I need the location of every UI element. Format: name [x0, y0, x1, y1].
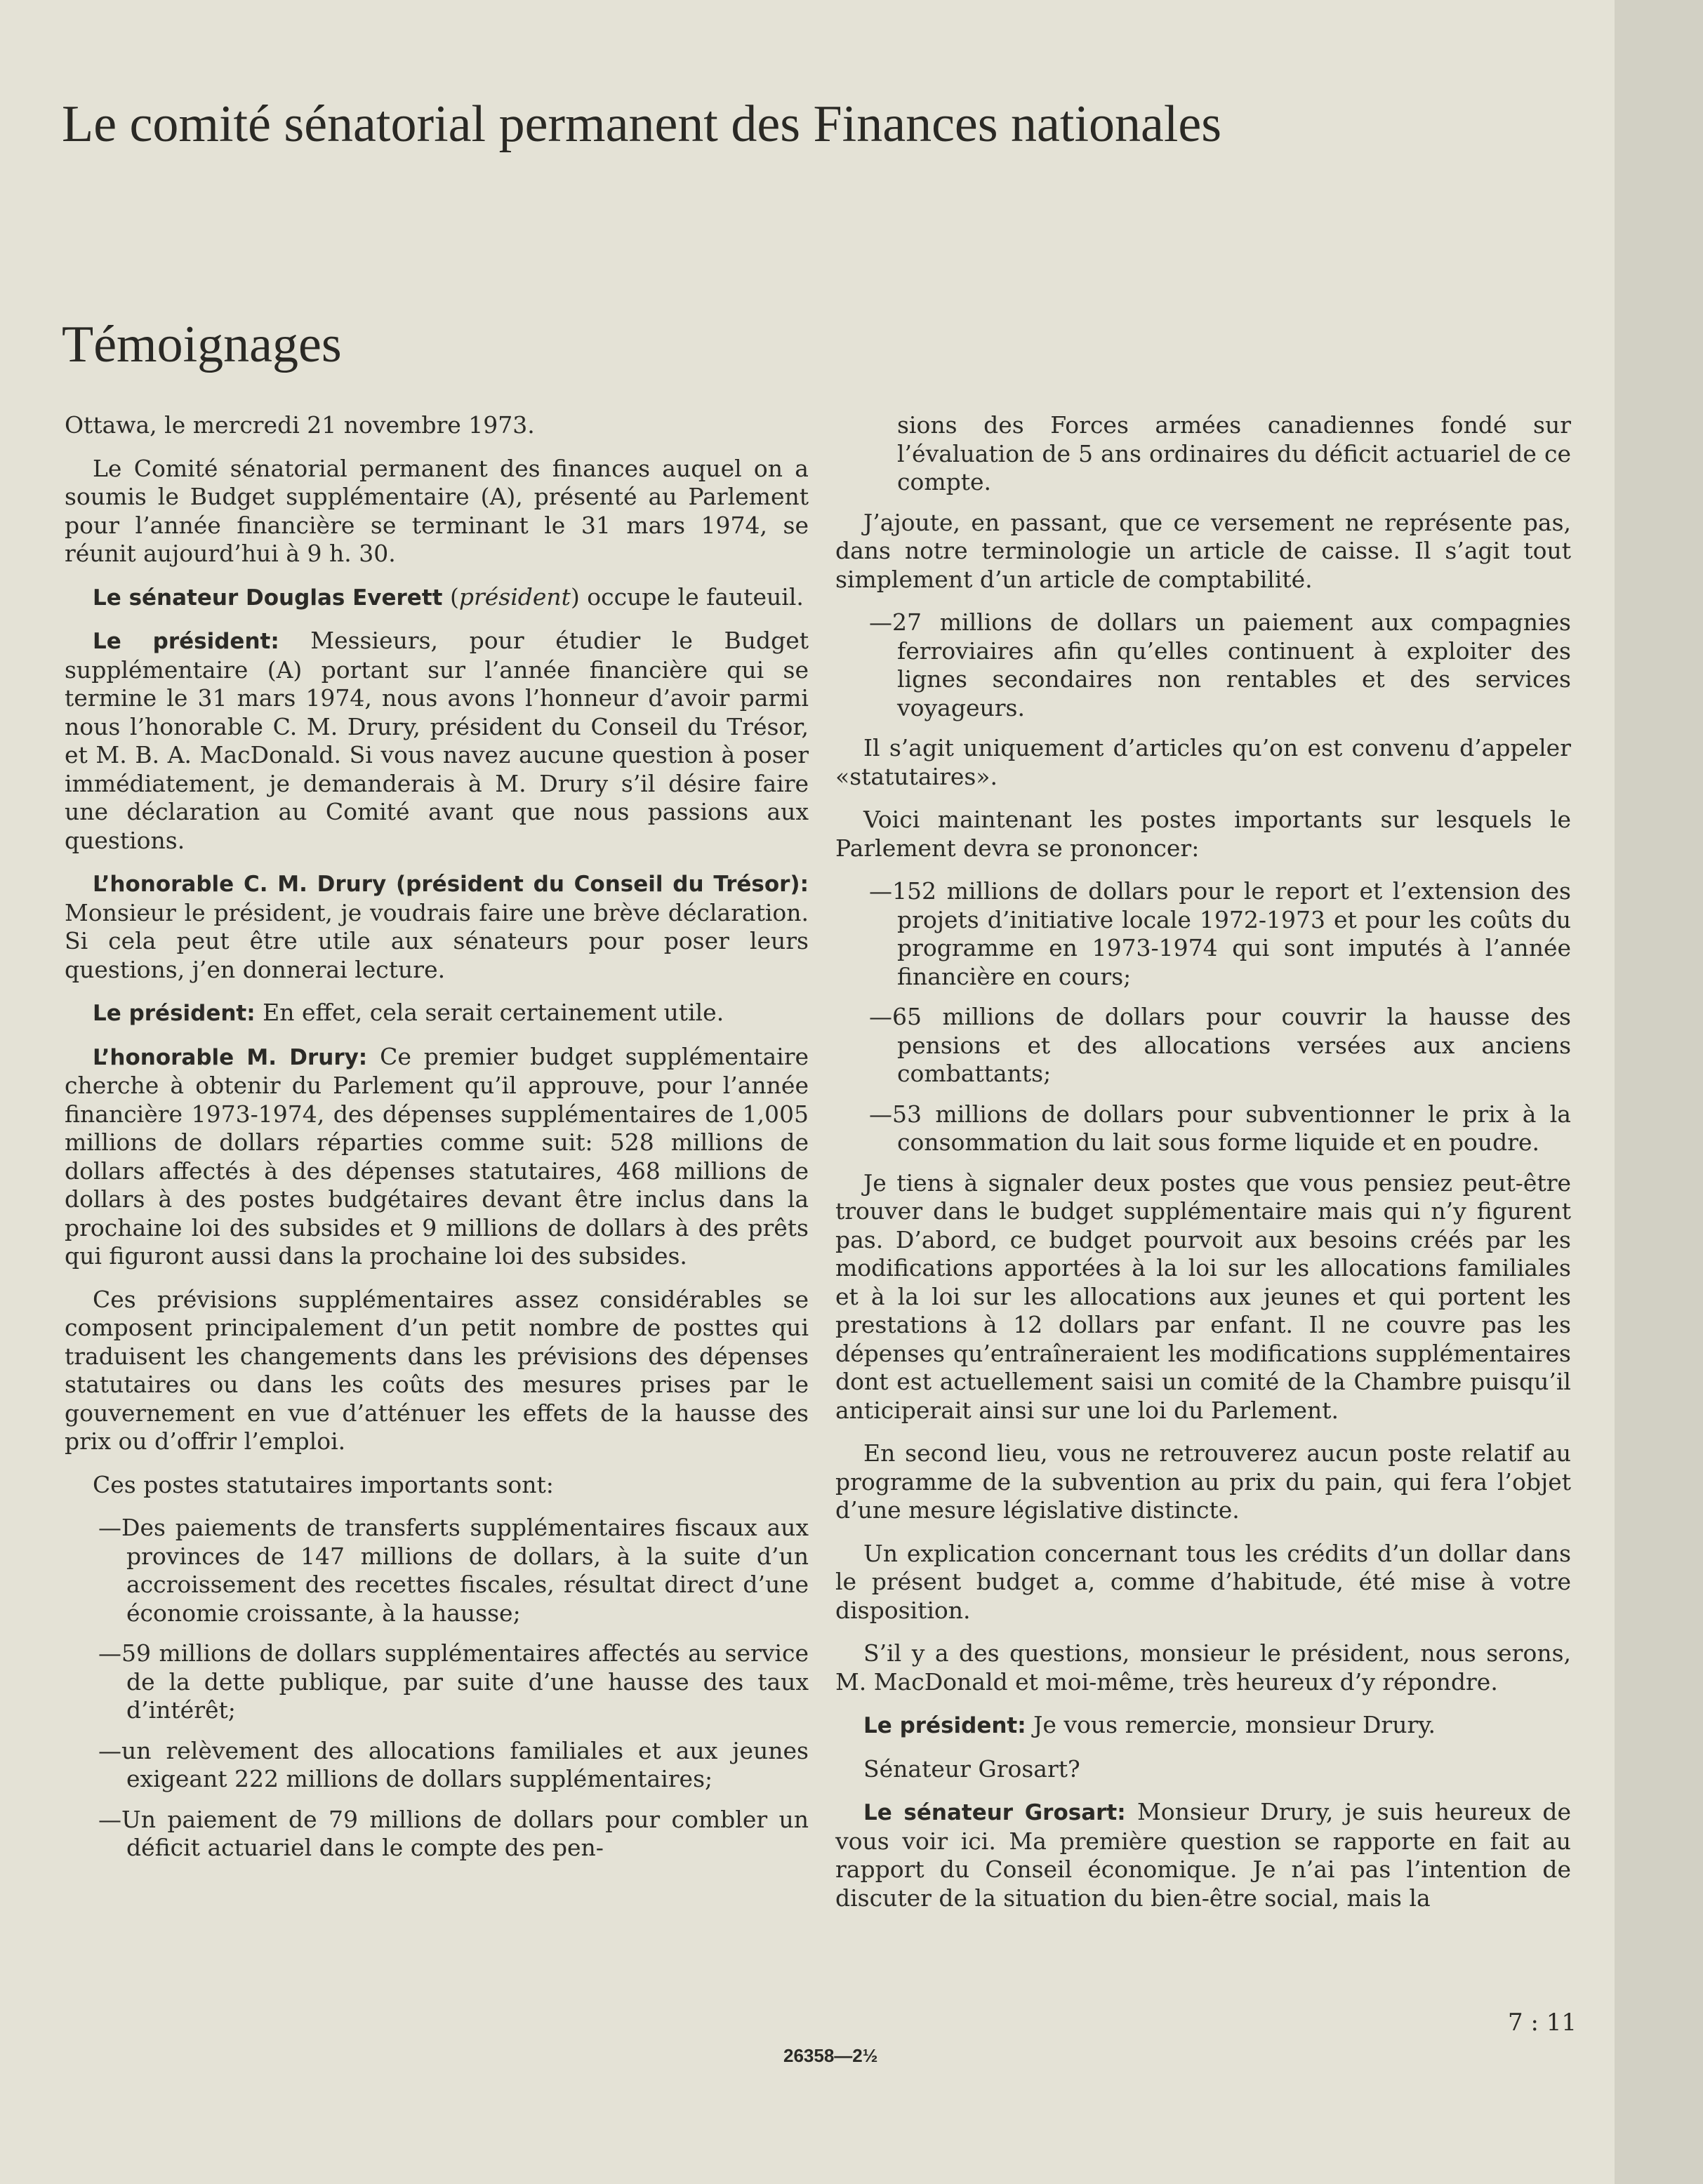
paragraph: S’il y a des questions, monsieur le président, nous serons, M. MacDonald et moi-même, très heureux d’y répondre. [835, 1639, 1571, 1696]
paragraph: Ces prévisions supplémentaires assez considérables se composent principalement d’un petit nombre de posttes qui traduisent les changements dans les prévisions des dépenses statutaires ou dans les coûts des mesures prises par le gouvernement en vue d’atténuer les effets de la hausse des prix ou d’offrir l’emploi. [65, 1285, 809, 1455]
page-number: 7 : 11 [1508, 2009, 1577, 2037]
paren-close: ) [570, 582, 580, 611]
list-item: —59 millions de dollars supplémentaires affectés au service de la dette publique, par suite d’une hausse des taux d’intérêt; [98, 1639, 809, 1724]
paragraph-text: Je vous remercie, monsieur Drury. [1026, 1711, 1436, 1738]
page-edge-shade [1615, 0, 1703, 2184]
speaker-name: Le sénateur Grosart: [863, 1800, 1126, 1825]
list-item: —un relèvement des allocations familiales et aux jeunes exigeant 222 millions de dollars supplémentaires; [98, 1736, 809, 1792]
paragraph [65, 870, 809, 984]
paragraph-chair [65, 583, 809, 613]
paragraph-text: Monsieur Drury, je suis heureux de vous voir ici. Ma première question se rapporte en fait au rapport du Conseil économique. Je n’ai pas l’intention de discuter de la situation du bien-être social, mais la [835, 1798, 1571, 1912]
paragraph [835, 1798, 1571, 1912]
paragraph [835, 1711, 1571, 1740]
paragraph [65, 999, 809, 1028]
speaker-name: Le président: [93, 629, 279, 654]
paragraph: Je tiens à signaler deux postes que vous pensiez peut-être trouver dans le budget supplémentaire mais qui n’y figurent pas. D’abord, ce budget pourvoit aux besoins créés par les modifications apportées à la loi sur les allocations familiales et à la loi sur les allocations aux jeunes et qui portent les prestations à 12 dollars par enfant. Il ne couvre pas les dépenses qu’entraîneraient les modifications supplémentaires dont est actuellement saisi un comité de la Chambre puisqu’il anticiperait ainsi sur une loi du Parlement. [835, 1168, 1571, 1424]
list-item: —Des paiements de transferts supplémentaires fiscaux aux provinces de 147 millions de dollars, à la suite d’un accroissement des recettes fiscales, résultat direct d’une économie croissante, à la hausse; [98, 1514, 809, 1627]
section-title: Témoignages [62, 316, 342, 373]
speaker-role: président [458, 582, 571, 611]
paragraph: J’ajoute, en passant, que ce versement ne représente pas, dans notre terminologie un article de caisse. Il s’agit tout simplement d’un article de comptabilité. [835, 508, 1571, 593]
speaker-name: L’honorable M. Drury: [93, 1044, 368, 1070]
list-item: —27 millions de dollars un paiement aux compagnies ferroviaires afin qu’elles continuent à exploiter des lignes secondaires non rentables et des services voyageurs. [869, 608, 1571, 721]
paragraph-date: Ottawa, le mercredi 21 novembre 1973. [65, 411, 535, 439]
list-item: —53 millions de dollars pour subventionner le prix à la consommation du lait sous forme liquide et en poudre. [869, 1100, 1571, 1156]
speaker-name: L’honorable C. M. Drury (président du Conseil du Trésor): [93, 872, 809, 897]
speaker-name: Le président: [93, 1001, 256, 1026]
paragraph: Il s’agit uniquement d’articles qu’on est convenu d’appeler «statutaires». [835, 734, 1571, 790]
paragraph-text: En effet, cela serait certainement utile. [255, 999, 724, 1026]
paragraph-text: occupe le fauteuil. [579, 582, 804, 611]
paragraph: Un explication concernant tous les crédits d’un dollar dans le présent budget a, comme d’habitude, été mise à votre disposition. [835, 1539, 1571, 1624]
paragraph: Sénateur Grosart? [863, 1754, 1080, 1783]
paragraph [65, 1043, 809, 1271]
list-item: —152 millions de dollars pour le report et l’extension des projets d’initiative locale 1972-1973 et pour les coûts du programme en 1973-1974 qui sont imputés à l’année financière en cours; [869, 877, 1571, 990]
paragraph-text: Messieurs, pour étudier le Budget supplémentaire (A) portant sur l’année financière qui se termine le 31 mars 1974, nous avons l’honneur d’avoir parmi nous l’honorable C. M. Drury, président du Conseil du Trésor, et M. B. A. MacDonald. Si vous navez aucune question à poser immédiatement, je demanderais à M. Drury s’il désire faire une déclaration au Comité avant que nous passions aux questions. [65, 627, 809, 854]
printer-signature: 26358—2½ [783, 2045, 878, 2066]
paragraph: Voici maintenant les postes importants sur lesquels le Parlement devra se prononcer: [835, 806, 1571, 862]
list-item: —Un paiement de 79 millions de dollars pour combler un déficit actuariel dans le compte des pen- [98, 1805, 809, 1861]
paragraph-text: Ce premier budget supplémentaire cherche à obtenir du Parlement qu’il approuve, pour l’année financière 1973-1974, des dépenses supplémentaires de 1,005 millions de dollars réparties comme suit: 528 millions de dollars affectés à des dépenses statutaires, 468 millions de dollars à des postes budgétaires devant être inclus dans la prochaine loi des subsides et 9 millions de dollars à des prêts qui figuront aussi dans la prochaine loi des subsides. [65, 1042, 809, 1270]
speaker-name: Le sénateur Douglas Everett [93, 585, 443, 611]
right-column [835, 411, 1571, 1927]
paragraph-text: Monsieur le président, je voudrais faire une brève déclaration. Si cela peut être utile aux sénateurs pour poser leurs questions, j’en donnerai lecture. [65, 898, 809, 983]
paragraph: Ces postes statutaires importants sont: [93, 1470, 554, 1498]
paragraph: En second lieu, vous ne retrouverez aucun poste relatif au programme de la subvention au prix du pain, qui fera l’objet d’une mesure législative distincte. [835, 1439, 1571, 1524]
paragraph: Le Comité sénatorial permanent des finances auquel on a soumis le Budget supplémentaire (A), présenté au Parlement pour l’année financière se terminant le 31 mars 1974, se réunit aujourd’hui à 9 h. 30. [65, 454, 809, 567]
paragraph [65, 627, 809, 855]
list-item: —65 millions de dollars pour couvrir la hausse des pensions et des allocations versées aux anciens combattants; [869, 1003, 1571, 1087]
list-item-continued: sions des Forces armées canadiennes fondé sur l’évaluation de 5 ans ordinaires du déficit actuariel de ce compte. [897, 411, 1571, 495]
speaker-name: Le président: [863, 1713, 1026, 1738]
paren-open: ( [442, 582, 459, 611]
committee-title: Le comité sénatorial permanent des Finances nationales [62, 95, 1222, 153]
left-column [65, 411, 809, 1875]
